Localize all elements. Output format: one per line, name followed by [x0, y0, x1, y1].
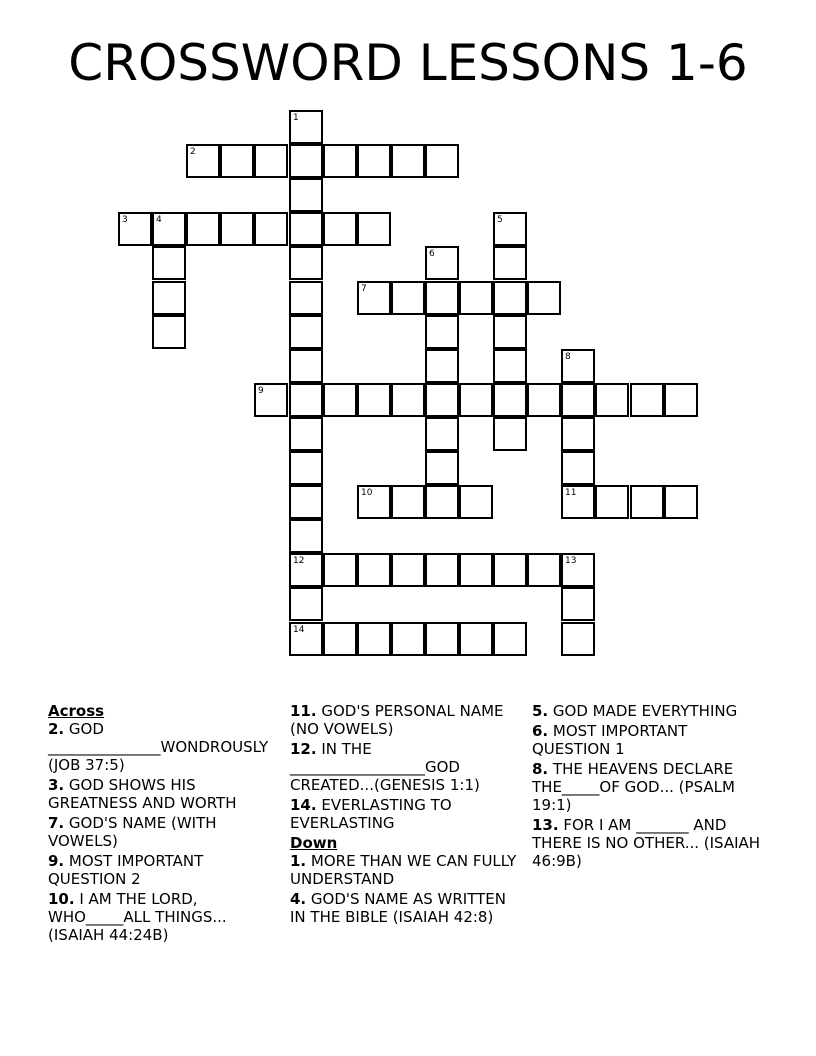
- crossword-cell[interactable]: [152, 281, 186, 315]
- clue-number: 6: [429, 249, 435, 259]
- crossword-cell[interactable]: [425, 622, 459, 656]
- clue-number: 7.: [48, 814, 65, 832]
- clue-number: 11.: [290, 702, 317, 720]
- clue-number: 9.: [48, 852, 65, 870]
- crossword-cell[interactable]: [664, 383, 698, 417]
- clue: [48, 852, 280, 888]
- crossword-cell[interactable]: [289, 417, 323, 451]
- crossword-cell[interactable]: [391, 383, 425, 417]
- clue-heading-across: Across: [48, 702, 105, 720]
- crossword-cell[interactable]: [561, 587, 595, 621]
- clue-text: GOD MADE EVERYTHING: [548, 702, 738, 720]
- crossword-cell[interactable]: [425, 281, 459, 315]
- clue: [532, 722, 764, 758]
- crossword-cell[interactable]: [323, 553, 357, 587]
- clue-number: 2: [190, 147, 196, 157]
- crossword-cell[interactable]: [459, 553, 493, 587]
- clue-text: GOD'S PERSONAL NAME (NO VOWELS): [290, 702, 509, 738]
- crossword-cell[interactable]: [391, 485, 425, 519]
- clue-text: I AM THE LORD, WHO_____ALL THINGS... (ISAIAH 44:24B): [48, 890, 232, 944]
- crossword-cell[interactable]: [289, 553, 323, 587]
- crossword-cell[interactable]: [425, 485, 459, 519]
- crossword-cell[interactable]: [289, 110, 323, 144]
- clue-number: 12.: [290, 740, 317, 758]
- crossword-cell[interactable]: [357, 553, 391, 587]
- clue-number: 8.: [532, 760, 549, 778]
- crossword-cell[interactable]: [357, 485, 391, 519]
- crossword-cell[interactable]: [425, 451, 459, 485]
- crossword-cell[interactable]: [357, 212, 391, 246]
- crossword-cell[interactable]: [323, 383, 357, 417]
- crossword-cell[interactable]: [595, 383, 629, 417]
- clue-number: 1: [293, 113, 299, 123]
- clue-text: FOR I AM _______ AND THERE IS NO OTHER... (ISAIAH 46:9B): [532, 816, 765, 870]
- clue-number: 12: [293, 556, 305, 566]
- crossword-cell[interactable]: [152, 246, 186, 280]
- crossword-cell[interactable]: [527, 281, 561, 315]
- crossword-cell[interactable]: [391, 553, 425, 587]
- clues-column-1: [48, 702, 280, 946]
- clue-number: 10.: [48, 890, 75, 908]
- crossword-cell[interactable]: [289, 451, 323, 485]
- clue-number: 2.: [48, 720, 65, 738]
- clues-column-3: [532, 702, 764, 872]
- crossword-cell[interactable]: [664, 485, 698, 519]
- clue: [290, 852, 522, 888]
- crossword-cell[interactable]: [152, 315, 186, 349]
- clue-number: 14: [293, 625, 305, 635]
- crossword-cell[interactable]: [561, 485, 595, 519]
- clue: [532, 760, 764, 814]
- crossword-cell[interactable]: [289, 212, 323, 246]
- clue-number: 5.: [532, 702, 549, 720]
- crossword-cell[interactable]: [459, 383, 493, 417]
- clue-text: THE HEAVENS DECLARE THE_____OF GOD... (PSALM 19:1): [532, 760, 740, 814]
- clue-text: EVERLASTING TO EVERLASTING: [290, 796, 457, 832]
- clue-number: 5: [497, 215, 503, 225]
- clues-column-2: [290, 702, 522, 928]
- crossword-cell[interactable]: [493, 246, 527, 280]
- clue: [290, 890, 522, 926]
- clue-number: 3: [122, 215, 128, 225]
- clue-text: GOD _______________WONDROUSLY (JOB 37:5): [48, 720, 273, 774]
- crossword-cell[interactable]: [289, 144, 323, 178]
- crossword-cell[interactable]: [323, 622, 357, 656]
- crossword-cell[interactable]: [391, 144, 425, 178]
- crossword-cell[interactable]: [357, 144, 391, 178]
- crossword-cell[interactable]: [254, 212, 288, 246]
- crossword-cell[interactable]: [254, 383, 288, 417]
- crossword-cell[interactable]: [152, 212, 186, 246]
- clue-number: 10: [361, 488, 373, 498]
- clue-number: 1.: [290, 852, 307, 870]
- clue-number: 6.: [532, 722, 549, 740]
- crossword-cell[interactable]: [493, 315, 527, 349]
- crossword-cell[interactable]: [459, 281, 493, 315]
- crossword-cell[interactable]: [254, 144, 288, 178]
- crossword-cell[interactable]: [493, 553, 527, 587]
- clue-number: 9: [258, 386, 264, 396]
- crossword-cell[interactable]: [493, 622, 527, 656]
- clue-number: 13: [565, 556, 577, 566]
- clue-text: GOD'S NAME AS WRITTEN IN THE BIBLE (ISAIAH 42:8): [290, 890, 511, 926]
- crossword-cell[interactable]: [357, 383, 391, 417]
- clue: [290, 702, 522, 738]
- clue-number: 14.: [290, 796, 317, 814]
- crossword-cell[interactable]: [425, 553, 459, 587]
- crossword-cell[interactable]: [425, 383, 459, 417]
- crossword-cell[interactable]: [425, 315, 459, 349]
- clue: [48, 890, 280, 944]
- clue-heading-down: Down: [290, 834, 338, 852]
- clue-number: 4: [156, 215, 162, 225]
- crossword-cell[interactable]: [561, 451, 595, 485]
- crossword-cell[interactable]: [186, 144, 220, 178]
- crossword-cell[interactable]: [289, 587, 323, 621]
- crossword-cell[interactable]: [323, 144, 357, 178]
- crossword-cell[interactable]: [391, 622, 425, 656]
- crossword-cell[interactable]: [561, 553, 595, 587]
- clue-text: MOST IMPORTANT QUESTION 1: [532, 722, 693, 758]
- crossword-cell[interactable]: [630, 383, 664, 417]
- clue-text: MOST IMPORTANT QUESTION 2: [48, 852, 209, 888]
- clue-text: GOD SHOWS HIS GREATNESS AND WORTH: [48, 776, 237, 812]
- clue-text: MORE THAN WE CAN FULLY UNDERSTAND: [290, 852, 522, 888]
- crossword-cell[interactable]: [220, 212, 254, 246]
- crossword-cell[interactable]: [561, 383, 595, 417]
- crossword-cell[interactable]: [289, 383, 323, 417]
- clue: [48, 814, 280, 850]
- crossword-cell[interactable]: [425, 417, 459, 451]
- crossword-cell[interactable]: [425, 246, 459, 280]
- crossword-cell[interactable]: [493, 212, 527, 246]
- crossword-cell[interactable]: [289, 349, 323, 383]
- crossword-cell[interactable]: [289, 281, 323, 315]
- crossword-cell[interactable]: [630, 485, 664, 519]
- crossword-cell[interactable]: [493, 417, 527, 451]
- clue-text: GOD'S NAME (WITH VOWELS): [48, 814, 222, 850]
- crossword-cell[interactable]: [561, 349, 595, 383]
- crossword-cell[interactable]: [357, 281, 391, 315]
- clue-number: 8: [565, 352, 571, 362]
- crossword-cell[interactable]: [289, 178, 323, 212]
- crossword-cell[interactable]: [459, 622, 493, 656]
- crossword-cell[interactable]: [561, 622, 595, 656]
- clue-text: IN THE __________________GOD CREATED...(GENESIS 1:1): [290, 740, 480, 794]
- crossword-cell[interactable]: [289, 519, 323, 553]
- crossword-cell[interactable]: [425, 349, 459, 383]
- crossword-cell[interactable]: [118, 212, 152, 246]
- crossword-cell[interactable]: [289, 622, 323, 656]
- clue: [532, 816, 764, 870]
- clue-number: 3.: [48, 776, 65, 794]
- clue-number: 7: [361, 284, 367, 294]
- crossword-cell[interactable]: [323, 212, 357, 246]
- crossword-cell[interactable]: [527, 553, 561, 587]
- page-title: CROSSWORD LESSONS 1-6: [68, 34, 748, 92]
- clue: [290, 740, 522, 794]
- crossword-cell[interactable]: [289, 315, 323, 349]
- crossword-cell[interactable]: [493, 383, 527, 417]
- clue-number: 4.: [290, 890, 307, 908]
- crossword-cell[interactable]: [493, 349, 527, 383]
- crossword-cell[interactable]: [357, 622, 391, 656]
- clue: [290, 796, 522, 832]
- crossword-cell[interactable]: [289, 246, 323, 280]
- clue-number: 11: [565, 488, 577, 498]
- clue: [48, 720, 280, 774]
- crossword-cell[interactable]: [561, 417, 595, 451]
- crossword-cell[interactable]: [595, 485, 629, 519]
- clue-number: 13.: [532, 816, 559, 834]
- crossword-cell[interactable]: [459, 485, 493, 519]
- crossword-cell[interactable]: [289, 485, 323, 519]
- crossword-cell[interactable]: [220, 144, 254, 178]
- crossword-cell[interactable]: [493, 281, 527, 315]
- crossword-cell[interactable]: [527, 383, 561, 417]
- crossword-cell[interactable]: [186, 212, 220, 246]
- crossword-cell[interactable]: [425, 144, 459, 178]
- clue: [532, 702, 764, 720]
- clue: [48, 776, 280, 812]
- crossword-cell[interactable]: [391, 281, 425, 315]
